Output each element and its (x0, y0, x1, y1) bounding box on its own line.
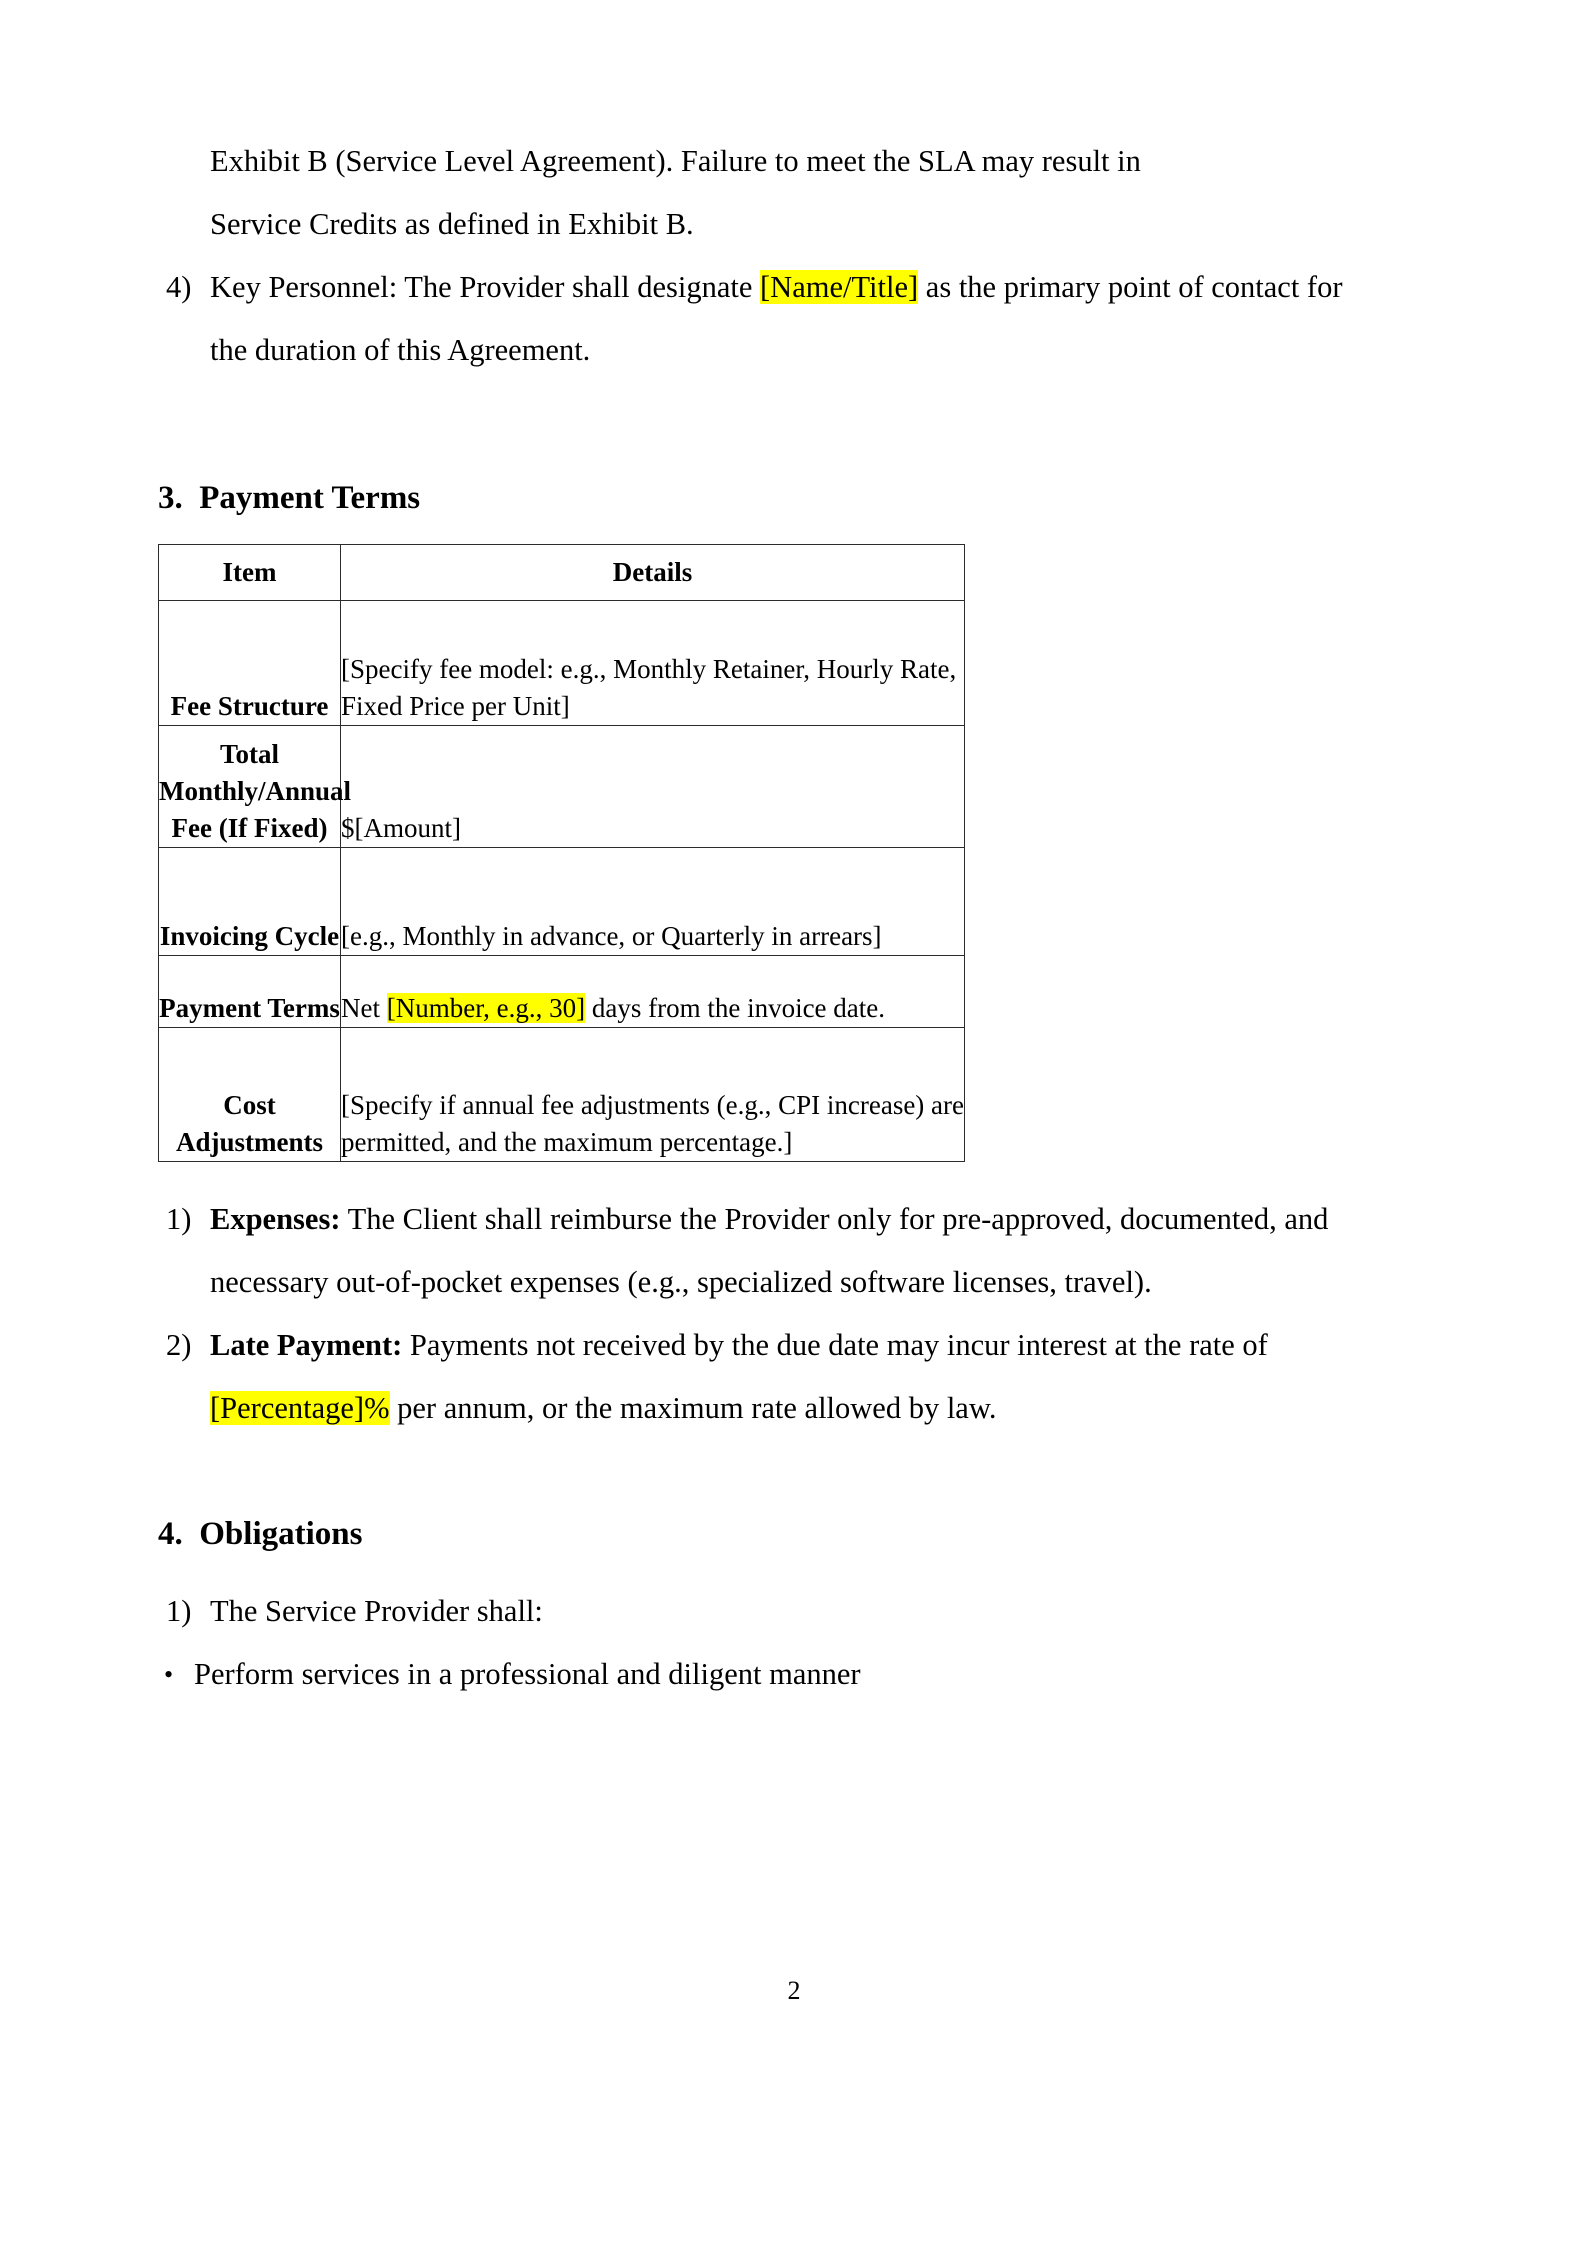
row-item-cost-adjustments: Cost Adjustments (159, 1028, 341, 1162)
table-row (159, 848, 965, 956)
service-provider-text: The Service Provider shall: (210, 1594, 543, 1628)
key-personnel-text-before: Key Personnel: The Provider shall designate (210, 270, 761, 304)
row-item-total-fee: Total Monthly/Annual Fee (If Fixed) (159, 726, 341, 848)
section-heading-obligations: 4. Obligations (158, 1516, 363, 1552)
expenses-lead-in: Expenses: (210, 1202, 341, 1236)
row-details-fee-structure: [Specify fee model: e.g., Monthly Retainer, Hourly Rate, Fixed Price per Unit] (341, 601, 965, 726)
table-header-row (159, 545, 965, 601)
list-marker: 2) (166, 1328, 192, 1362)
list-marker: 1) (166, 1594, 192, 1628)
payment-terms-table (158, 544, 965, 1162)
payment-terms-text-after: days from the invoice date. (585, 993, 886, 1023)
page-number-footer: 2 (787, 1976, 801, 2005)
table-row (159, 601, 965, 726)
highlight-percentage: [Percentage]% (210, 1391, 390, 1425)
spacer-before-section-4 (158, 1440, 1373, 1514)
highlight-name-title: [Name/Title] (760, 270, 919, 304)
row-item-invoicing-cycle: Invoicing Cycle (159, 848, 341, 956)
highlight-net-days: [Number, e.g., 30] (386, 993, 586, 1023)
list-item-service-provider-shall (158, 1580, 1373, 1643)
row-details-cost-adjustments: [Specify if annual fee adjustments (e.g., CPI increase) are permitted, and the maximum percentage.] (341, 1028, 965, 1162)
continuation-line-2: Service Credits as defined in Exhibit B. (210, 207, 694, 241)
section-heading-payment-terms: 3. Payment Terms (158, 480, 421, 516)
list-item-late-payment (158, 1314, 1373, 1440)
spacer-after-table (158, 1162, 1373, 1188)
table-row (159, 956, 965, 1028)
list-marker: 4) (166, 270, 192, 304)
table-row (159, 1028, 965, 1162)
column-header-item: Item (159, 545, 341, 601)
key-personnel-text-after: as the primary point of contact for the duration of this Agreement. (210, 270, 1343, 367)
late-payment-text-after: per annum, or the maximum rate allowed by law. (389, 1391, 997, 1425)
row-item-fee-structure: Fee Structure (159, 601, 341, 726)
continuation-paragraph (158, 130, 1373, 193)
row-details-invoicing-cycle: [e.g., Monthly in advance, or Quarterly in arrears] (341, 848, 965, 956)
column-header-details: Details (341, 545, 965, 601)
row-item-payment-terms: Payment Terms (159, 956, 341, 1028)
bullet-glyph-icon: • (164, 1660, 174, 1689)
bullet-item-perform-services (158, 1643, 1373, 1706)
late-payment-text-before: Payments not received by the due date may incur interest at the rate of (402, 1328, 1268, 1362)
spacer-before-table (158, 518, 1373, 544)
spacer-after-obligations-heading (158, 1554, 1373, 1580)
row-details-payment-terms (341, 956, 965, 1028)
perform-services-text: Perform services in a professional and diligent manner (194, 1657, 861, 1691)
spacer-before-section-3 (158, 382, 1373, 478)
list-item-key-personnel (158, 256, 1373, 382)
list-marker: 1) (166, 1202, 192, 1236)
row-details-total-fee: $[Amount] (341, 726, 965, 848)
late-payment-lead-in: Late Payment: (210, 1328, 403, 1362)
page-content (158, 130, 1373, 1706)
payment-terms-text-before: Net (341, 993, 387, 1023)
table-row (159, 726, 965, 848)
continuation-paragraph-line-2 (158, 193, 1373, 256)
continuation-line-1: Exhibit B (Service Level Agreement). Failure to meet the SLA may result in (210, 144, 1141, 178)
list-item-expenses (158, 1188, 1373, 1314)
expenses-text: The Client shall reimburse the Provider only for pre-approved, documented, and necessary out-of-pocket expenses (e.g., specialized software licenses, travel). (210, 1202, 1329, 1299)
